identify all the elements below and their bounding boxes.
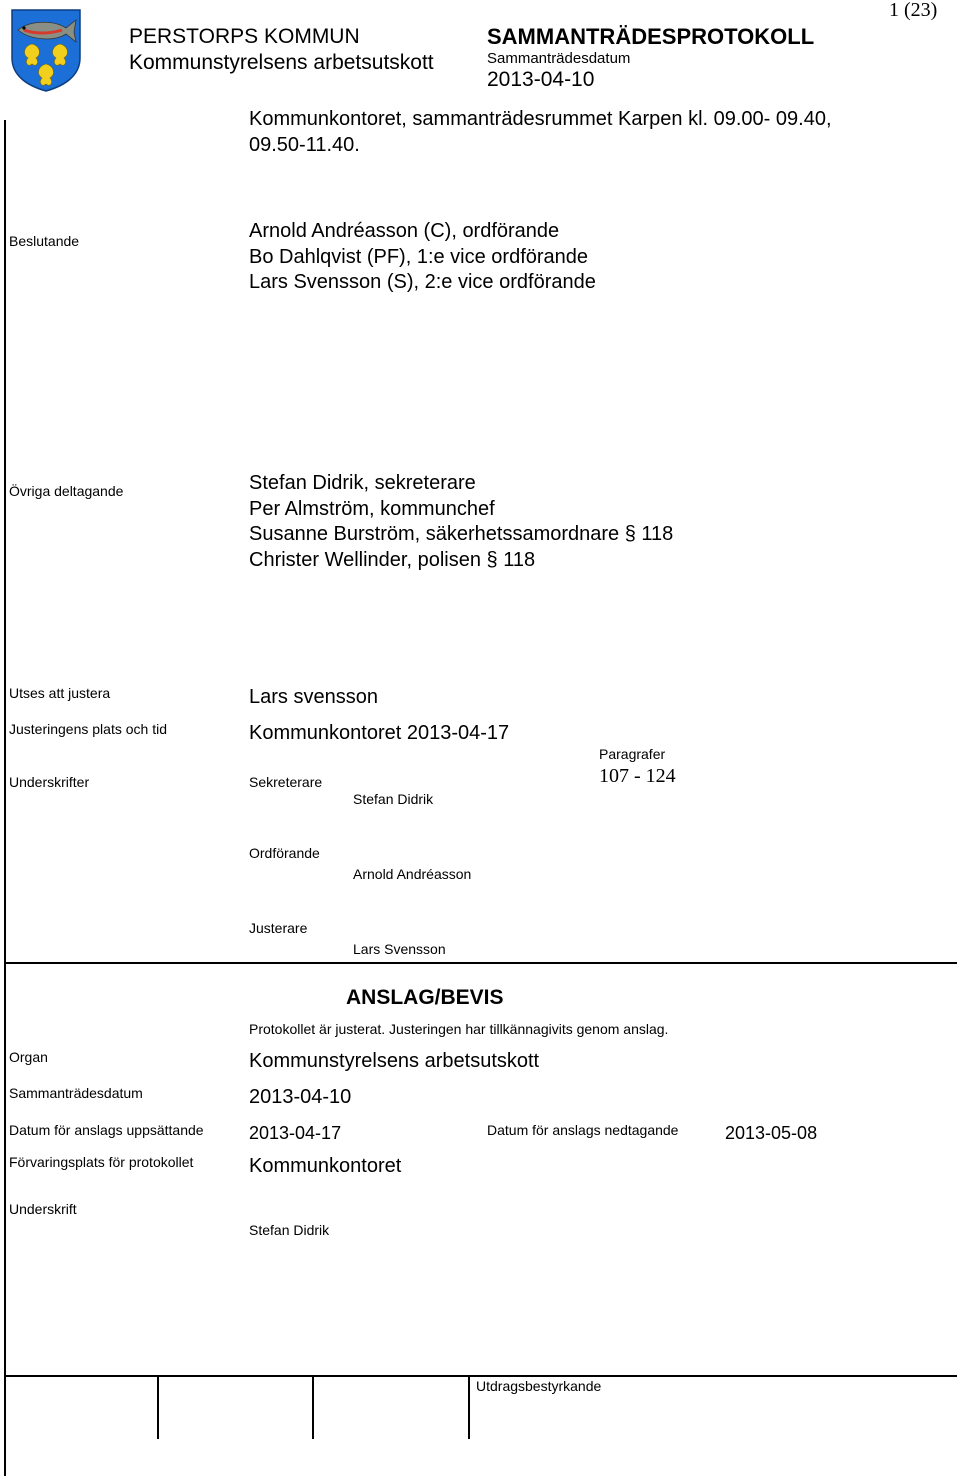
uppsattande-label: Datum för anslags uppsättande (9, 1122, 204, 1138)
forvaring-value: Kommunkontoret (249, 1155, 402, 1177)
left-border (4, 120, 6, 1476)
underskrift-name: Stefan Didrik (249, 1222, 330, 1238)
anslag-title: ANSLAG/BEVIS (346, 986, 504, 1009)
utdrag-label: Utdragsbestyrkande (476, 1378, 602, 1394)
list-item: Christer Wellinder, polisen § 118 (249, 548, 536, 571)
divider-footer (4, 1375, 957, 1377)
municipality-name: PERSTORPS KOMMUN (129, 25, 360, 48)
ovriga-list (249, 471, 673, 573)
beslutande-label: Beslutande (9, 233, 80, 249)
justerare-label: Justerare (249, 920, 308, 936)
footer-col-1 (157, 1375, 159, 1439)
meeting-place-line: Kommunkontoret, sammanträdesrummet Karpen kl. 09.00- 09.40, (249, 108, 832, 130)
paragrafer-label: Paragrafer (599, 746, 666, 762)
organ-label: Organ (9, 1049, 48, 1065)
underskrift-label: Underskrift (9, 1201, 77, 1217)
uppsattande-value: 2013-04-17 (249, 1123, 342, 1143)
ovriga-label: Övriga deltagande (9, 483, 124, 499)
list-item: Per Almström, kommunchef (249, 497, 495, 520)
anslag-datum-value: 2013-04-10 (249, 1086, 352, 1108)
meeting-date-label: Sammanträdesdatum (487, 50, 631, 67)
coat-of-arms (10, 8, 82, 92)
sekreterare-name: Stefan Didrik (353, 791, 434, 807)
meeting-place-line: 09.50-11.40. (249, 133, 360, 156)
nedtagande-value: 2013-05-08 (725, 1123, 818, 1143)
list-item: Bo Dahlqvist (PF), 1:e vice ordförande (249, 245, 589, 268)
beslutande-list (249, 219, 596, 296)
body-name: Kommunstyrelsens arbetsutskott (129, 51, 434, 74)
doc-title: SAMMANTRÄDESPROTOKOLL (487, 24, 815, 49)
underskrifter-label: Underskrifter (9, 774, 90, 790)
page-number: 1 (23) (889, 0, 938, 21)
anslag-datum-label: Sammanträdesdatum (9, 1085, 143, 1101)
utses-label: Utses att justera (9, 685, 111, 701)
paragrafer-value: 107 - 124 (599, 765, 676, 787)
list-item: Arnold Andréasson (C), ordförande (249, 220, 560, 242)
plats-value: Kommunkontoret 2013-04-17 (249, 722, 510, 744)
ordforande-name: Arnold Andréasson (353, 866, 472, 882)
divider-anslag (4, 962, 957, 964)
organ-value: Kommunstyrelsens arbetsutskott (249, 1050, 540, 1072)
coat-of-arms-icon (10, 8, 82, 92)
justerare-name: Lars Svensson (353, 941, 446, 957)
meeting-date-value: 2013-04-10 (487, 68, 595, 91)
utses-value: Lars svensson (249, 686, 378, 708)
list-item: Susanne Burström, säkerhetssamordnare § 118 (249, 523, 674, 545)
forvaring-label: Förvaringsplats för protokollet (9, 1154, 194, 1170)
ordforande-label: Ordförande (249, 845, 320, 861)
plats-label: Justeringens plats och tid (9, 721, 167, 737)
list-item: Stefan Didrik, sekreterare (249, 472, 476, 494)
sekreterare-label: Sekreterare (249, 774, 323, 790)
meeting-place (249, 107, 832, 158)
footer-col-3 (468, 1375, 470, 1439)
nedtagande-label: Datum för anslags nedtagande (487, 1122, 679, 1138)
list-item: Lars Svensson (S), 2:e vice ordförande (249, 271, 596, 293)
footer-col-2 (312, 1375, 314, 1439)
anslag-note: Protokollet är justerat. Justeringen har tillkännagivits genom anslag. (249, 1021, 669, 1037)
